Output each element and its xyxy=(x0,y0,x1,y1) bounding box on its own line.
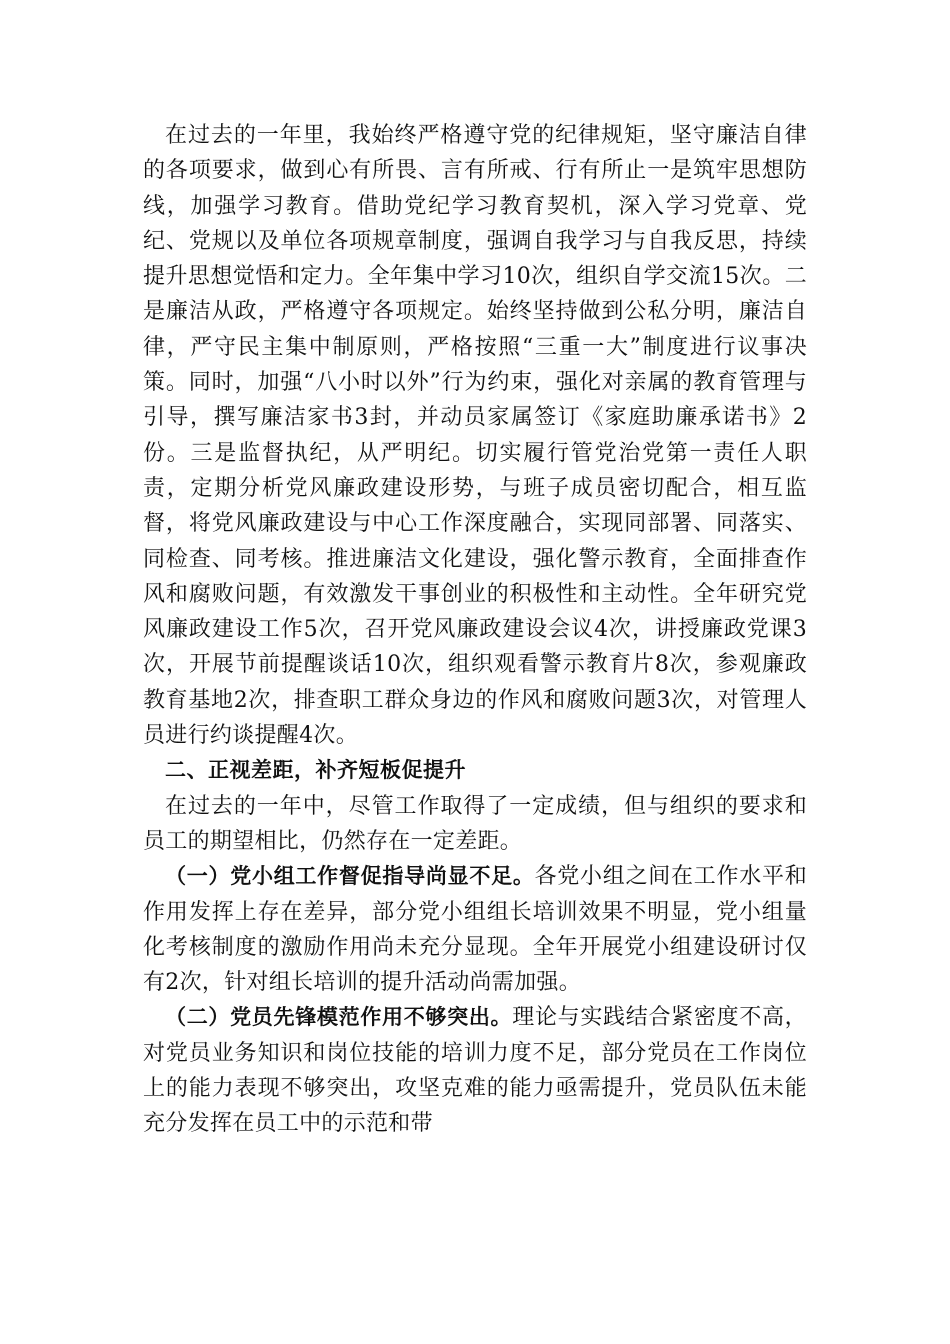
paragraph-item-2 xyxy=(143,1000,807,1141)
item-2-lead: （二）党员先锋模范作用不够突出。 xyxy=(165,1005,513,1030)
item-1-lead: （一）党小组工作督促指导尚显不足。 xyxy=(165,864,535,889)
item-1-body: 各党小组之间在工作水平和作用发挥上存在差异，部分党小组组长培训效果不明显，党小组量化考核制度的激励作用尚未充分显现。全年开展党小组建设研讨仅有2次，针对组长培训的提升活动尚需加强。 xyxy=(143,864,807,996)
document-page xyxy=(143,118,807,1142)
section-heading-2: 二、正视差距，补齐短板促提升 xyxy=(165,758,466,783)
paragraph-integrity-summary: 在过去的一年里，我始终严格遵守党的纪律规矩，坚守廉洁自律的各项要求，做到心有所畏、言有所戒、行有所止一是筑牢思想防线，加强学习教育。借助党纪学习教育契机，深入学习党章、党纪、党规以及单位各项规章制度，强调自我学习与自我反思，持续提升思想觉悟和定力。全年集中学习10次，组织自学交流15次。二是廉洁从政，严格遵守各项规定。始终坚持做到公私分明，廉洁自律，严守民主集中制原则，严格按照“三重一大”制度进行议事决策。同时，加强“八小时以外”行为约束，强化对亲属的教育管理与引导，撰写廉洁家书3封，并动员家属签订《家庭助廉承诺书》2份。三是监督执纪，从严明纪。切实履行管党治党第一责任人职责，定期分析党风廉政建设形势，与班子成员密切配合，相互监督，将党风廉政建设与中心工作深度融合，实现同部署、同落实、同检查、同考核。推进廉洁文化建设，强化警示教育，全面排查作风和腐败问题，有效激发干事创业的积极性和主动性。全年研究党风廉政建设工作5次，召开党风廉政建设会议4次，讲授廉政党课3次，开展节前提醒谈话10次，组织观看警示教育片8次，参观廉政教育基地2次，排查职工群众身边的作风和腐败问题3次，对管理人员进行约谈提醒4次。 xyxy=(143,123,807,749)
paragraph-item-1 xyxy=(143,859,807,1000)
item-2-body: 理论与实践结合紧密度不高，对党员业务知识和岗位技能的培训力度不足，部分党员在工作岗位上的能力表现不够突出，攻坚克难的能力亟需提升，党员队伍未能充分发挥在员工中的示范和带 xyxy=(143,1005,807,1137)
paragraph-gap-intro: 在过去的一年中，尽管工作取得了一定成绩，但与组织的要求和员工的期望相比，仍然存在一定差距。 xyxy=(143,793,807,854)
